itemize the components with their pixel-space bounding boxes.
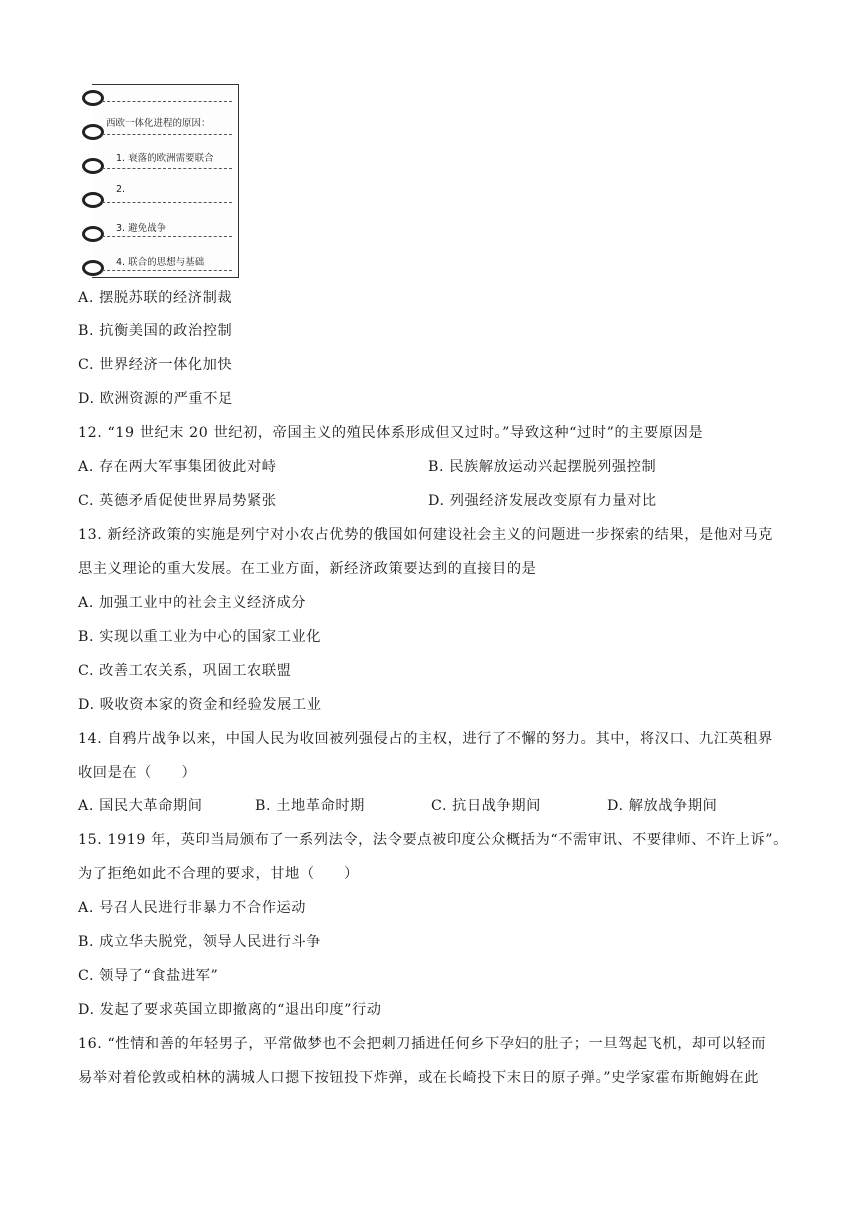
spiral-ring xyxy=(82,226,104,242)
q16-stem-line2: 易举对着伦敦或柏林的满城人口摁下按钮投下炸弹，或在长崎投下末日的原子弹。”史学家霍布斯鲍姆在此 xyxy=(78,1070,759,1086)
q13-stem-line2: 思主义理论的重大发展。在工业方面，新经济政策要达到的直接目的是 xyxy=(78,561,537,577)
q11-option-d: D. 欧洲资源的严重不足 xyxy=(78,391,233,407)
q14-option-b: B. 土地革命时期 xyxy=(255,798,365,814)
q14-stem-line1: 14. 自鸦片战争以来，中国人民为收回被列强侵占的主权，进行了不懈的努力。其中，将汉口、九江英租界 xyxy=(78,731,773,747)
notebook-rule-line xyxy=(102,236,232,237)
notebook-rule-line xyxy=(102,134,232,135)
q16-stem-line1: 16. “性情和善的年轻男子，平常做梦也不会把刺刀插进任何乡下孕妇的肚子；一旦驾起飞机，却可以轻而 xyxy=(78,1036,766,1052)
notebook-heading: 西欧一体化进程的原因： xyxy=(106,118,211,129)
q13-option-a: A. 加强工业中的社会主义经济成分 xyxy=(78,595,307,611)
spiral-ring xyxy=(82,158,104,174)
q14-option-c: C. 抗日战争期间 xyxy=(431,798,541,814)
notebook-rule-line xyxy=(102,168,232,169)
q14-option-d: D. 解放战争期间 xyxy=(607,798,718,814)
notebook-item: 1. 衰落的欧洲需要联合 xyxy=(116,153,214,164)
q12-option-d: D. 列强经济发展改变原有力量对比 xyxy=(428,493,657,509)
spiral-ring xyxy=(82,260,104,276)
q11-option-b: B. 抗衡美国的政治控制 xyxy=(78,323,233,339)
notebook-item: 4. 联合的思想与基础 xyxy=(116,257,205,268)
notebook-page xyxy=(92,84,239,278)
q15-option-d: D. 发起了要求英国立即撤离的“退出印度”行动 xyxy=(78,1002,382,1018)
notebook-rule-line xyxy=(102,101,232,102)
q13-option-b: B. 实现以重工业为中心的国家工业化 xyxy=(78,629,322,645)
q13-stem-line1: 13. 新经济政策的实施是列宁对小农占优势的俄国如何建设社会主义的问题进一步探索的结果，是他对马克 xyxy=(78,527,773,543)
spiral-ring xyxy=(82,192,104,208)
q11-option-a: A. 摆脱苏联的经济制裁 xyxy=(78,290,233,306)
notebook-item: 2. xyxy=(116,184,126,195)
q15-stem-line1: 15. 1919 年，英印当局颁布了一系列法令，法令要点被印度公众概括为“不需审讯、不要律师、不许上诉”。 xyxy=(78,832,788,848)
notebook-rule-line xyxy=(102,270,232,271)
q13-option-c: C. 改善工农关系，巩固工农联盟 xyxy=(78,663,292,679)
q12-option-a: A. 存在两大军事集团彼此对峙 xyxy=(78,459,277,475)
notebook-item: 3. 避免战争 xyxy=(116,223,167,234)
q12-option-b: B. 民族解放运动兴起摆脱列强控制 xyxy=(428,459,657,475)
spiral-ring xyxy=(82,90,104,106)
q15-stem-line2: 为了拒绝如此不合理的要求，甘地（ ） xyxy=(78,866,359,882)
q15-option-c: C. 领导了“食盐进军” xyxy=(78,968,219,984)
q15-option-b: B. 成立华夫脱党，领导人民进行斗争 xyxy=(78,934,322,950)
q12-option-c: C. 英德矛盾促使世界局势紧张 xyxy=(78,493,277,509)
q13-option-d: D. 吸收资本家的资金和经验发展工业 xyxy=(78,697,322,713)
notebook-rule-line xyxy=(102,202,232,203)
q15-option-a: A. 号召人民进行非暴力不合作运动 xyxy=(78,900,307,916)
notebook-illustration xyxy=(80,84,238,278)
q14-option-a: A. 国民大革命期间 xyxy=(78,798,203,814)
q12-stem: 12. “19 世纪末 20 世纪初，帝国主义的殖民体系形成但又过时。”导致这种“过时”的主要原因是 xyxy=(78,425,704,441)
spiral-ring xyxy=(82,124,104,140)
q11-option-c: C. 世界经济一体化加快 xyxy=(78,357,233,373)
q14-stem-line2: 收回是在（ ） xyxy=(78,765,197,781)
